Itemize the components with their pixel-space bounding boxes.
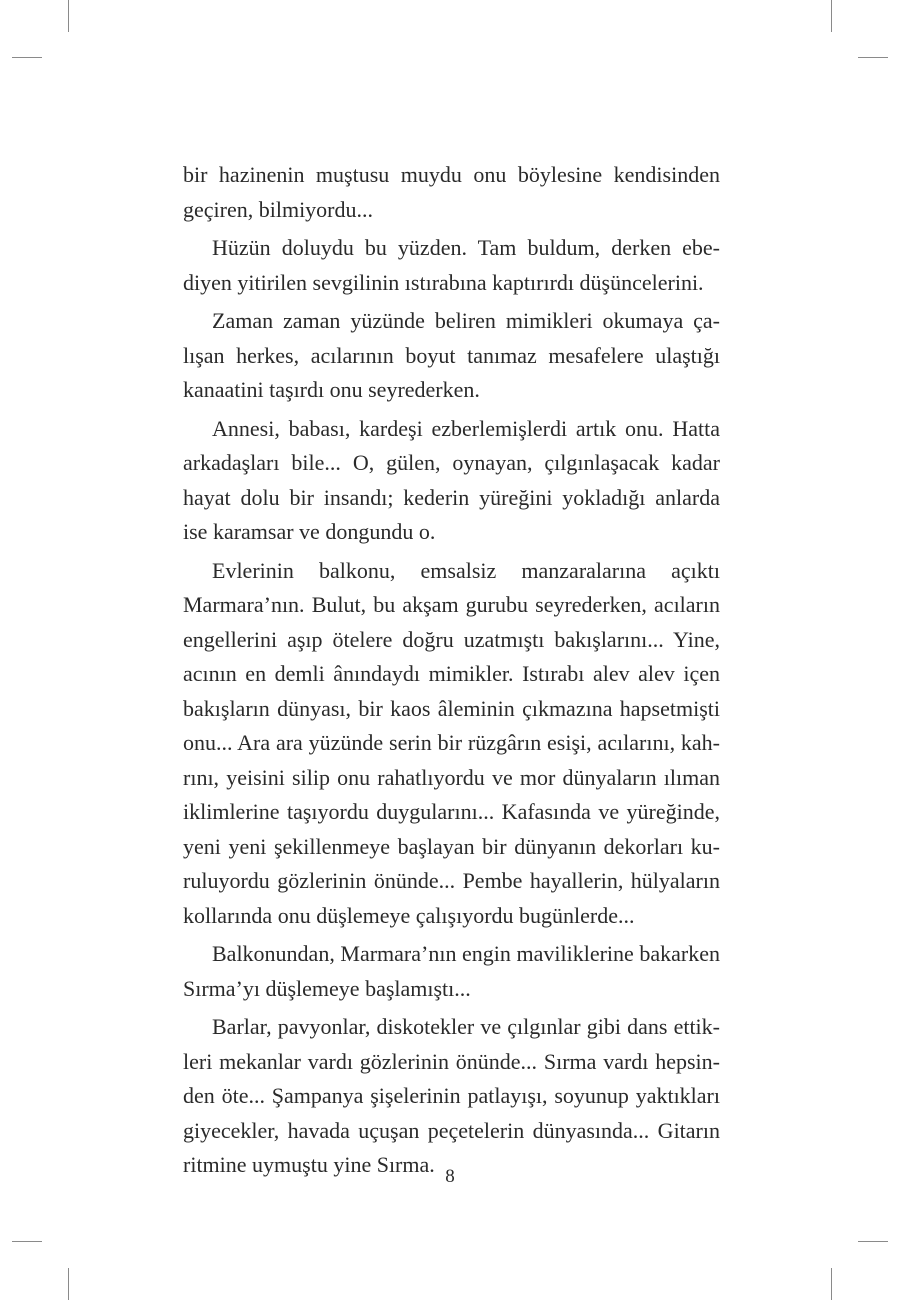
crop-mark-bottom-left xyxy=(68,1268,69,1300)
paragraph xyxy=(183,937,720,1006)
paragraph xyxy=(183,554,720,934)
text-line: Annesi, babası, kardeşi ezberlemişlerdi artık onu. Hatta xyxy=(212,415,720,441)
text-line: geçiren, bilmiyordu... xyxy=(183,196,374,222)
text-line: onu... Ara ara yüzünde serin bir rüzgârın esişi, acılarını, kah- xyxy=(183,730,720,755)
text-line: diyen yitirilen sevgilinin ıstırabına kaptırırdı düşüncelerini. xyxy=(183,269,704,295)
body-text xyxy=(183,158,720,1187)
text-line: Barlar, pavyonlar, diskotekler ve çılgınlar gibi dans ettik- xyxy=(212,1014,720,1039)
text-line: Evlerinin balkonu, emsalsiz manzaralarına açıktı xyxy=(212,557,720,583)
text-line: iklimlerine taşıyordu duygularını... Kafasında ve yüreğinde, xyxy=(183,799,720,824)
crop-mark-top-right-h xyxy=(858,57,888,58)
paragraph xyxy=(183,412,720,550)
text-line: ise karamsar ve dongundu o. xyxy=(183,519,436,544)
text-line: arkadaşları bile... O, gülen, oynayan, çılgınlaşacak kadar xyxy=(183,450,720,475)
crop-mark-bottom-right xyxy=(831,1268,832,1300)
text-line: Balkonundan, Marmara’nın engin maviliklerine bakarken xyxy=(212,941,720,966)
paragraph xyxy=(183,231,720,300)
paragraph xyxy=(183,304,720,408)
text-line: acının en demli ânındaydı mimikler. Istırabı alev alev içen xyxy=(183,661,720,686)
paragraph xyxy=(183,158,720,227)
text-line: lışan herkes, acılarının boyut tanımaz mesafelere ulaştığı xyxy=(183,342,720,368)
page-number: 8 xyxy=(445,1166,455,1187)
crop-mark-top-left xyxy=(68,0,69,32)
crop-mark-bottom-right-h xyxy=(858,1241,888,1242)
crop-mark-top-right xyxy=(831,0,832,32)
text-line: Marmara’nın. Bulut, bu akşam gurubu seyrederken, acıların xyxy=(183,592,720,617)
text-line: leri mekanlar vardı gözlerinin önünde... Sırma vardı hepsin- xyxy=(183,1048,720,1074)
text-line: bakışların dünyası, bir kaos âleminin çıkmazına hapsetmişti xyxy=(183,695,720,721)
text-line: Sırma’yı düşlemeye başlamıştı... xyxy=(183,975,471,1001)
text-line: kanaatini taşırdı onu seyrederken. xyxy=(183,377,480,402)
text-line: ritmine uymuştu yine Sırma. xyxy=(183,1152,435,1177)
crop-mark-bottom-left-h xyxy=(12,1241,42,1242)
text-line: kollarında onu düşlemeye çalışıyordu bugünlerde... xyxy=(183,902,635,928)
text-line: Hüzün doluydu bu yüzden. Tam buldum, derken ebe- xyxy=(212,235,720,260)
text-line: engellerini aşıp ötelere doğru uzatmıştı bakışlarını... Yine, xyxy=(183,626,720,652)
text-line: ruluyordu gözlerinin önünde... Pembe hayallerin, hülyaların xyxy=(183,868,720,893)
text-line: Zaman zaman yüzünde beliren mimikleri okumaya ça- xyxy=(212,308,720,333)
text-line: giyecekler, havada uçuşan peçetelerin dünyasında... Gitarın xyxy=(183,1117,720,1143)
text-line: yeni yeni şekillenmeye başlayan bir dünyanın dekorları ku- xyxy=(183,833,720,859)
paragraph xyxy=(183,1010,720,1183)
text-line: den öte... Şampanya şişelerinin patlayışı, soyunup yaktıkları xyxy=(183,1083,720,1108)
crop-mark-top-left-h xyxy=(12,57,42,58)
text-line: rını, yeisini silip onu rahatlıyordu ve mor dünyaların ılıman xyxy=(183,764,720,790)
text-line: bir hazinenin muştusu muydu onu böylesine kendisinden xyxy=(183,162,720,187)
text-line: hayat dolu bir insandı; kederin yüreğini yokladığı anlarda xyxy=(183,484,720,510)
